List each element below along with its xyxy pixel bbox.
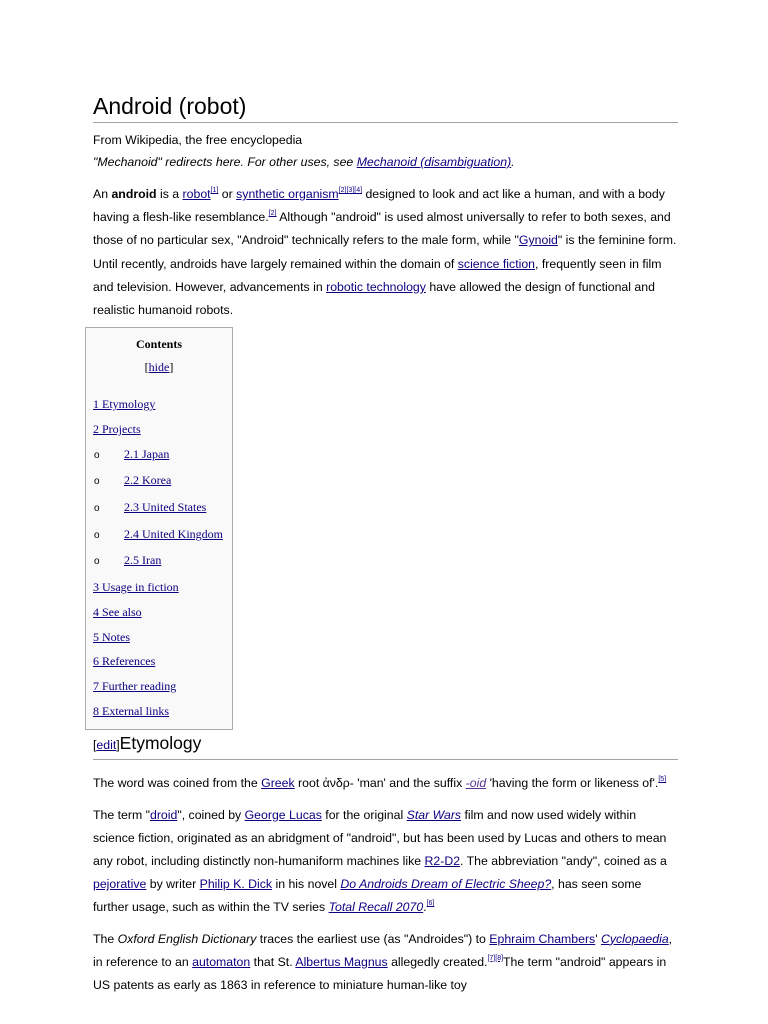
lead-text: have allowed the design of functional and realistic humanoid robots. <box>93 279 655 318</box>
toc-link[interactable]: 2.4 United Kingdom <box>124 526 223 541</box>
lead-text: , frequently seen in film and television. However, advancements in <box>93 256 662 294</box>
toc-link[interactable]: 2 Projects <box>93 421 141 436</box>
gynoid-link[interactable]: Gynoid <box>518 233 558 248</box>
synthetic-organism-link[interactable]: synthetic organism <box>236 187 339 201</box>
hatnote-text: "Mechanoid" redirects here. For other uses, see <box>93 155 357 169</box>
toc-bullet: o <box>94 503 100 515</box>
oid-link[interactable] <box>466 776 487 790</box>
toc-bullet: o <box>94 556 100 568</box>
toc-item <box>93 649 232 674</box>
tagline: From Wikipedia, the free encyclopedia <box>93 133 303 147</box>
body-text: ' <box>595 931 601 946</box>
toc-link[interactable]: 6 References <box>93 654 156 669</box>
body-text: by writer <box>146 877 200 892</box>
edit-section-link[interactable]: edit <box>96 738 117 753</box>
lead-text: is a <box>156 187 183 201</box>
toc-link[interactable]: 4 See also <box>93 604 142 619</box>
cyclopaedia-text: Cyclopaedia <box>600 931 669 946</box>
toc-item <box>93 625 232 650</box>
hatnote-end: . <box>511 155 515 169</box>
albertus-magnus-link[interactable]: Albertus Magnus <box>295 954 388 969</box>
pejorative-link[interactable]: pejorative <box>93 877 147 892</box>
toc-link[interactable]: 2.1 Japan <box>124 446 170 461</box>
citation-link[interactable]: [1] <box>210 187 219 194</box>
r2-d2-link[interactable]: R2-D2 <box>424 853 461 868</box>
bracket: ] <box>116 738 120 753</box>
toc-link[interactable]: 2.2 Korea <box>124 473 172 488</box>
toc-item <box>93 699 232 724</box>
lead-text: designed to look and act like a human, and with a body having a flesh-like resemblance. <box>93 187 665 225</box>
greek-link[interactable]: Greek <box>261 776 295 791</box>
body-text: The term " <box>93 807 150 822</box>
body-text: The term "android" appears in US patents as early as 1863 in reference to miniature human-like toy <box>93 954 667 992</box>
etymology-section <box>93 732 678 997</box>
george-lucas-link[interactable]: George Lucas <box>244 807 322 822</box>
section-title: Etymology <box>119 733 202 754</box>
mechanoid-disambiguation-link[interactable]: Mechanoid (disambiguation) <box>356 155 512 169</box>
toc-item <box>93 575 232 600</box>
automaton-link[interactable]: automaton <box>192 954 251 969</box>
body-text: 'having the form or likeness of'. <box>486 776 659 791</box>
oed-title: Oxford English Dictionary <box>117 931 257 946</box>
article-page <box>93 92 678 997</box>
page-title: Android (robot) <box>93 92 678 123</box>
bracket: [ <box>144 360 149 375</box>
etymology-paragraph-3 <box>93 928 678 998</box>
toc-link[interactable]: 1 Etymology <box>93 397 156 412</box>
table-of-contents <box>85 327 233 730</box>
toc-link[interactable]: 2.3 United States <box>124 500 207 515</box>
toc-item <box>93 442 232 469</box>
body-text: . <box>423 900 427 915</box>
body-text: root ἀνδρ- 'man' and the suffix <box>294 776 466 791</box>
toc-link[interactable]: 2.5 Iran <box>124 553 162 568</box>
robotic-technology-link[interactable]: robotic technology <box>326 279 426 294</box>
section-heading <box>93 732 678 760</box>
toc-hide-link[interactable]: hide <box>148 360 170 375</box>
toc-item <box>93 522 232 549</box>
etymology-paragraph-2 <box>93 804 678 920</box>
hatnote <box>93 154 678 170</box>
body-text: for the original <box>321 807 407 822</box>
lead-text: Although "android" is used almost universally to refer to both sexes, and those of no particular sex, "Android" technically refers to the male form, while " <box>93 210 671 248</box>
robot-link[interactable]: robot <box>182 187 211 201</box>
toc-bullet: o <box>94 529 100 541</box>
lead-text: or <box>218 187 237 201</box>
toc-list <box>86 392 232 723</box>
etymology-paragraph-1 <box>93 772 678 795</box>
toc-link[interactable]: 8 External links <box>93 703 169 718</box>
philip-k-dick-link[interactable]: Philip K. Dick <box>199 877 273 892</box>
citation-link[interactable]: [5] <box>658 776 667 784</box>
bracket: ] <box>169 360 174 375</box>
edit-control <box>93 738 120 752</box>
toc-item <box>93 548 232 575</box>
toc-bullet: o <box>94 476 100 488</box>
body-text: , has seen some further usage, such as within the TV series <box>93 877 642 915</box>
toc-item <box>93 417 232 442</box>
citation-link[interactable]: [2] <box>268 210 277 218</box>
total-recall-2070-link[interactable] <box>328 900 427 915</box>
toc-item <box>93 600 232 625</box>
lead-bold-term: android <box>111 187 157 201</box>
body-text: traces the earliest use (as "Androides") to <box>256 931 490 946</box>
body-text: ", coined by <box>177 807 245 822</box>
star-wars-text: Star Wars <box>406 807 462 822</box>
toc-bullet: o <box>94 449 100 461</box>
electric-sheep-text: Do Androids Dream of Electric Sheep? <box>340 877 552 892</box>
body-text: film and now used widely within science fiction, originated as an abridgment of "android", but has been used by Lucas and others to mean any robot, including distinctly non-humaniform machines like <box>93 807 667 868</box>
oid-text: -oid <box>465 776 487 791</box>
star-wars-link[interactable] <box>407 808 461 822</box>
droid-link[interactable]: droid <box>149 807 178 822</box>
citation-link[interactable]: [2][3][4] <box>338 187 363 194</box>
science-fiction-link[interactable]: science fiction <box>457 256 536 271</box>
lead-text: An <box>93 187 112 201</box>
toc-title: Contents <box>135 337 182 352</box>
body-text: , in reference to an <box>93 931 673 969</box>
toc-item <box>93 495 232 522</box>
body-text: in his novel <box>272 877 341 892</box>
electric-sheep-link[interactable] <box>340 877 551 891</box>
toc-item <box>93 468 232 495</box>
toc-item <box>93 674 232 699</box>
lead-paragraph <box>93 183 678 322</box>
bracket: [ <box>93 738 97 753</box>
ephraim-chambers-link[interactable]: Ephraim Chambers <box>489 931 596 946</box>
toc-link[interactable]: 5 Notes <box>93 629 130 644</box>
total-recall-text: Total Recall 2070 <box>328 900 424 915</box>
body-text: that St. <box>250 954 296 969</box>
body-text: The <box>93 931 118 946</box>
toc-link[interactable]: 3 Usage in fiction <box>93 580 179 595</box>
body-text: allegedly created. <box>387 954 488 969</box>
toc-item <box>93 392 232 417</box>
body-text: The word was coined from the <box>93 776 262 791</box>
citation-link[interactable]: [6] <box>426 900 435 908</box>
body-text: . The abbreviation "andy", coined as a <box>460 853 667 868</box>
citation-link[interactable]: [7][8] <box>487 954 504 962</box>
toc-link[interactable]: 7 Further reading <box>93 678 177 693</box>
lead-text: " is the feminine form. Until recently, androids have largely remained within the domain of <box>93 233 677 271</box>
cyclopaedia-link[interactable] <box>601 932 669 946</box>
toc-hide-control <box>86 358 232 376</box>
